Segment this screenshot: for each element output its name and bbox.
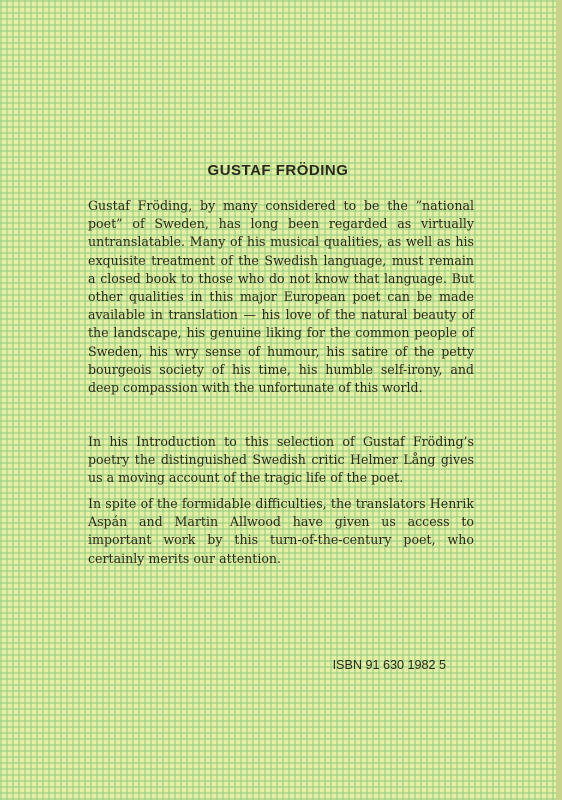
blurb-paragraph-3: In spite of the formidable difficulties, the translators Henrik Aspán and Martin Allwood have given us access to important work by this turn-of-the-century poet, who certainly merits our attention. — [88, 496, 474, 566]
blurb-paragraph-1: Gustaf Fröding, by many considered to be the ”national poet” of Sweden, has long been regarded as virtually untranslatable. Many of his musical qualities, as well as his exquisite treatment of the Swedish language, must remain a closed book to those who do not know that language. But other qualities in this major European poet can be made available in translation — his love of the natural beauty of the landscape, his genuine liking for the common people of Sweden, his wry sense of humour, his satire of the petty bourgeois society of his time, his humble self-irony, and deep compassion with the unfortunate of this world. — [88, 198, 474, 396]
page-title: GUSTAF FRÖDING — [207, 162, 349, 179]
isbn-number: ISBN 91 630 1982 5 — [332, 658, 446, 672]
blurb-paragraph-2: In his Introduction to this selection of Gustaf Fröding’s poetry the distinguished Swedish critic Helmer Lång gives us a moving account of the tragic life of the poet. — [88, 434, 474, 486]
